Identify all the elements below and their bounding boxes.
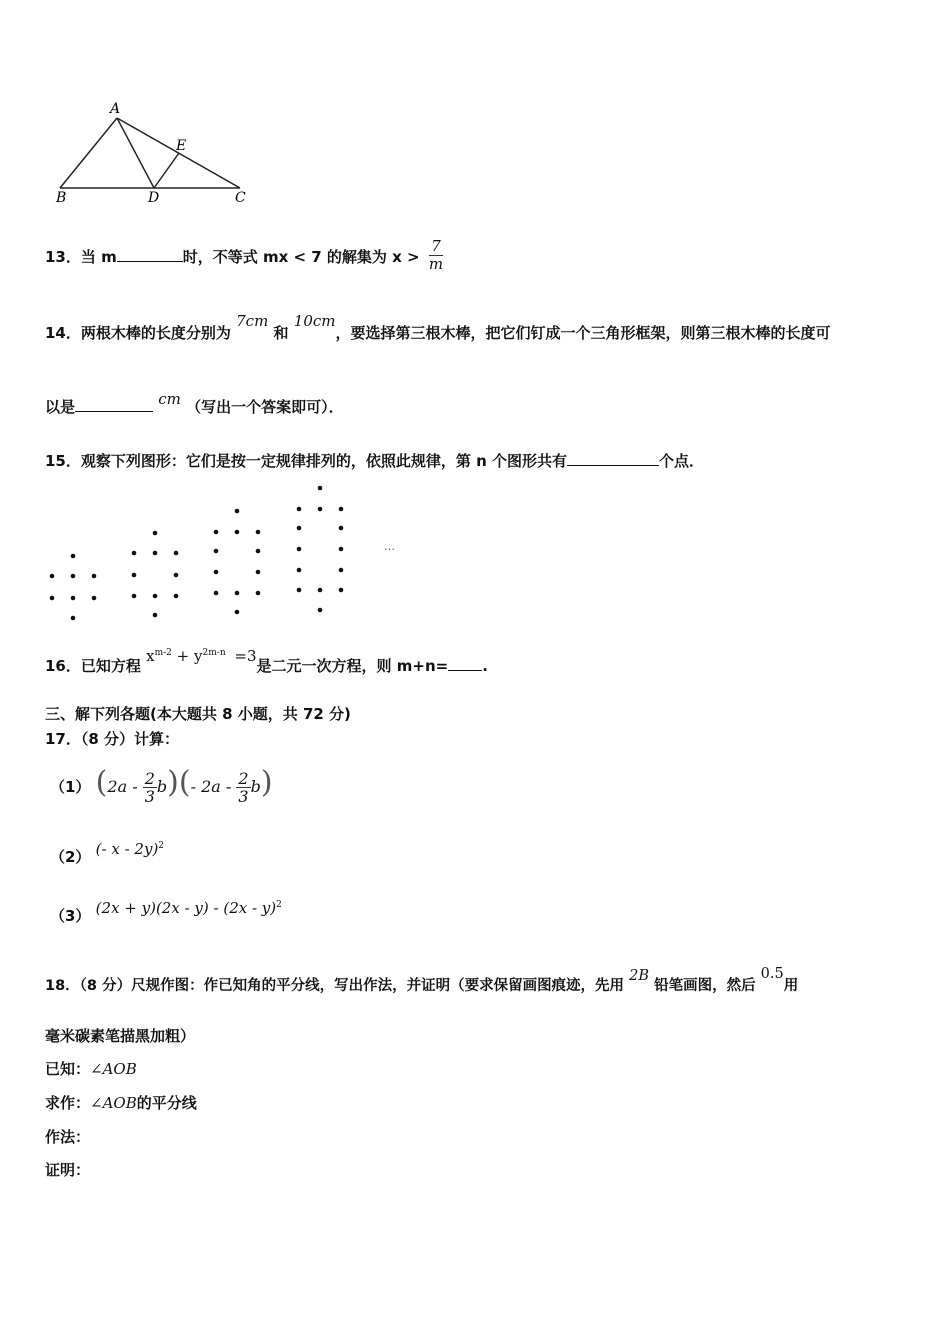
q18-method: 作法： <box>45 1128 91 1146</box>
q14-answer-blank[interactable] <box>75 397 153 412</box>
q18-pen: 0.5 <box>760 966 784 982</box>
q18-given-label: 已知： <box>45 1060 91 1078</box>
q17-part-1 <box>50 758 273 808</box>
q17-p1-term-a: 2a - <box>107 777 138 796</box>
q14-line2-prefix: 以是 <box>45 398 76 416</box>
q17-p2-text: (- x - 2y) <box>95 840 159 858</box>
q17-part-2 <box>50 840 165 867</box>
dot-figure-1 <box>50 554 97 621</box>
q17-p1-frac1-num: 2 <box>144 769 155 788</box>
q13-fraction <box>429 238 443 273</box>
label-b: B <box>56 190 67 206</box>
q15-prefix: 15．观察下列图形：它们是按一定规律排列的，依照此规律，第 n 个图形共有 <box>45 452 568 470</box>
question-14-line-2 <box>45 390 344 417</box>
dot-pattern-figure <box>40 480 420 625</box>
q18-end: 用 <box>783 978 799 994</box>
q17-p1-frac-1 <box>143 770 157 805</box>
question-13 <box>45 237 443 277</box>
label-e: E <box>176 138 187 154</box>
q16-suffix: 是二元一次方程，则 m+n= <box>256 657 449 675</box>
q15-answer-blank[interactable] <box>567 451 659 466</box>
q18-given-expr: ∠AOB <box>90 1060 137 1078</box>
q17-p2-label: （2） <box>50 848 91 866</box>
section-3-title: 三、解下列各题(本大题共 8 小题，共 72 分) <box>45 705 351 723</box>
q13-answer-blank[interactable] <box>117 247 183 262</box>
q18-find-label: 求作： <box>45 1094 91 1112</box>
q17-p1-label: （1） <box>50 778 91 796</box>
q17-p1-frac1-den: 3 <box>144 787 155 806</box>
q17-p1-term-c: - 2a - <box>190 777 232 796</box>
q16-y-base: y <box>194 647 203 665</box>
q17-p2-expr <box>96 840 164 858</box>
q18-line-2: 毫米碳素笔描黑加粗） <box>45 1027 196 1045</box>
q17-p1-frac2-num: 2 <box>238 769 249 788</box>
q18-find-expr: ∠AOB <box>90 1094 137 1112</box>
segment-de <box>154 153 179 188</box>
q18-prefix: 18．（8 分）尺规作图：作已知角的平分线，写出作法，并证明（要求保留画图痕迹，先用 <box>45 978 625 994</box>
q14-suffix: （写出一个答案即可）． <box>186 398 344 416</box>
q18-pencil: 2B <box>629 968 650 984</box>
q16-end: . <box>482 657 488 675</box>
q16-y-exp: 2m-n <box>202 648 226 658</box>
q18-find <box>45 1092 197 1113</box>
question-17-title: 17．（8 分）计算： <box>45 730 180 748</box>
q17-part-3 <box>50 899 282 926</box>
label-a: A <box>110 101 121 117</box>
q14-prefix: 14．两根木棒的长度分别为 <box>45 324 231 342</box>
dot-figure-2 <box>132 531 179 618</box>
label-c: C <box>235 190 246 206</box>
q16-prefix: 16．已知方程 <box>45 657 141 675</box>
q17-p3-expr <box>96 899 282 917</box>
q16-answer-blank[interactable] <box>448 656 482 671</box>
q17-p1-frac-2 <box>236 770 250 805</box>
label-d: D <box>148 190 160 206</box>
q18-proof: 证明： <box>45 1161 91 1179</box>
q18-mid: 铅笔画图，然后 <box>654 978 756 994</box>
q14-length-1: 7cm <box>236 312 269 330</box>
dot-figure-4 <box>297 486 344 613</box>
q18-given <box>45 1058 137 1079</box>
triangle-figure <box>50 98 260 208</box>
q13-frac-num: 7 <box>429 238 443 256</box>
segment-ab <box>60 118 117 188</box>
q17-p1-b1: b <box>156 777 168 796</box>
q17-p1-frac2-den: 3 <box>238 787 249 806</box>
q17-p3-label: （3） <box>50 907 91 925</box>
q17-p2-exp: 2 <box>158 841 165 851</box>
question-14 <box>45 312 831 343</box>
q13-text: 时，不等式 mx < 7 的解集为 x > <box>182 248 420 266</box>
q14-text: ，要选择第三根木棒，把它们钉成一个三角形框架，则第三根木棒的长度可 <box>335 324 831 342</box>
dot-figure-3 <box>214 509 261 615</box>
q16-x-exp: m-2 <box>154 648 172 658</box>
q17-p1-expr: (2a - $\frac{2}{3}$ b)(- 2a - $\frac{2}{3}$ b) <box>95 765 273 806</box>
q14-length-2: 10cm <box>293 312 336 330</box>
q17-p3-text: (2x + y)(2x - y) - (2x - y) <box>95 899 277 917</box>
q16-eq: =3 <box>234 647 257 665</box>
q14-unit: cm <box>158 390 181 408</box>
q17-p3-exp: 2 <box>276 900 282 910</box>
q16-x-base: x <box>146 647 155 665</box>
q17-p1-b2: b <box>250 777 261 796</box>
q16-plus: + <box>176 647 190 665</box>
q15-suffix: 个点． <box>659 452 705 470</box>
q18-find-suffix: 的平分线 <box>136 1094 197 1112</box>
question-15 <box>45 450 704 471</box>
q13-frac-den: m <box>428 255 444 273</box>
q16-equation <box>146 647 256 665</box>
q14-and: 和 <box>273 324 289 342</box>
question-16 <box>45 647 488 676</box>
dot-pattern-ellipsis: … <box>384 540 395 553</box>
q13-prefix: 13．当 m <box>45 248 117 266</box>
question-18 <box>45 966 799 995</box>
